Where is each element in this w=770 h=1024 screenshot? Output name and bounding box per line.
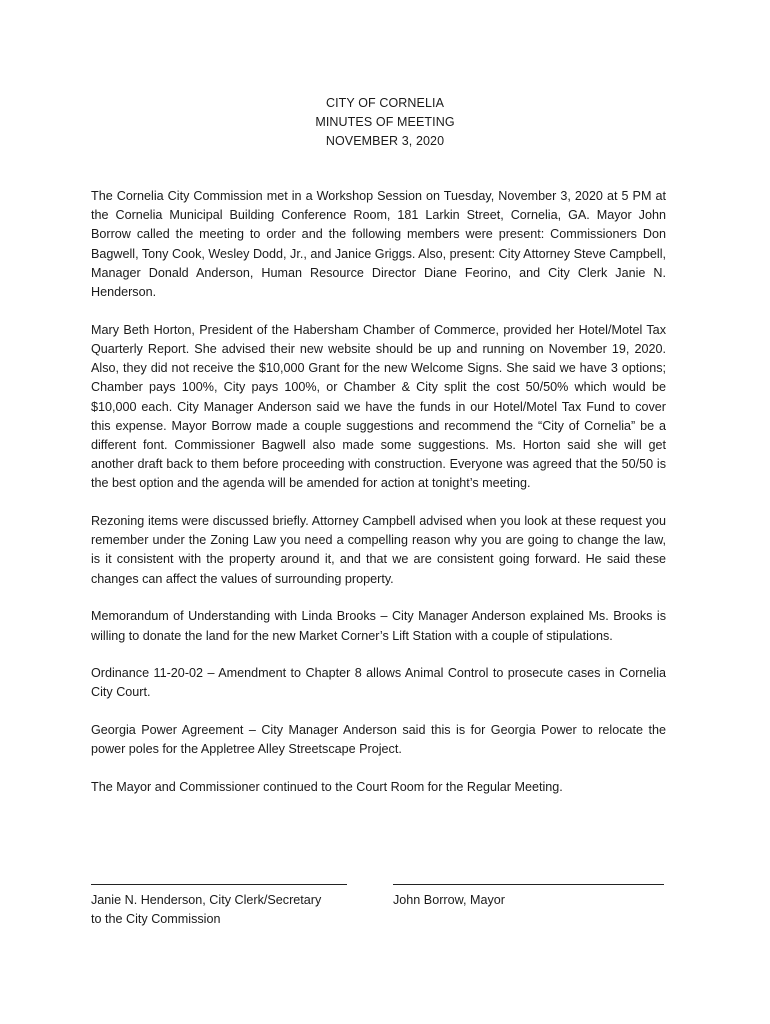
paragraph-ordinance: Ordinance 11-20-02 – Amendment to Chapter 8 allows Animal Control to prosecute cases in Cornelia City Court. — [91, 666, 666, 700]
paragraph-georgia-power: Georgia Power Agreement – City Manager Anderson said this is for Georgia Power to relocate the power poles for the Appletree Alley Streetscape Project. — [91, 723, 666, 757]
clerk-signature-block — [91, 884, 347, 928]
clerk-title-continued: to the City Commission — [91, 911, 221, 926]
minutes-body — [91, 187, 666, 816]
document-header — [0, 94, 770, 151]
mayor-signature-line — [393, 884, 664, 885]
paragraph-attendance: The Cornelia City Commission met in a Workshop Session on Tuesday, November 3, 2020 at 5 PM at the Cornelia Municipal Building Conference Room, 181 Larkin Street, Cornelia, GA. Mayor John Borrow called the meeting to order and the following members were present: Commissioners Don Bagwell, Tony Cook, Wesley Dodd, Jr., and Janice Griggs. Also, present: City Attorney Steve Campbell, Manager Donald Anderson, Human Resource Director Diane Feorino, and City Clerk Janie N. Henderson. — [91, 189, 666, 300]
document-type: MINUTES OF MEETING — [315, 115, 455, 129]
mayor-signature-block — [393, 884, 664, 910]
paragraph-rezoning: Rezoning items were discussed briefly. Attorney Campbell advised when you look at these request you remember under the Zoning Law you need a compelling reason why you are going to change the law, is it consistent with the property around it, and that we are consistent going forward. He said these changes can affect the values of surrounding property. — [91, 514, 666, 586]
city-name: CITY OF CORNELIA — [325, 96, 445, 110]
paragraph-memorandum: Memorandum of Understanding with Linda Brooks – City Manager Anderson explained Ms. Brooks is willing to donate the land for the new Market Corner’s Lift Station with a couple of stipulations. — [91, 609, 666, 643]
clerk-name-title: Janie N. Henderson, City Clerk/Secretary — [91, 893, 322, 907]
meeting-date: NOVEMBER 3, 2020 — [325, 134, 445, 148]
paragraph-adjournment: The Mayor and Commissioner continued to the Court Room for the Regular Meeting. — [91, 780, 563, 795]
paragraph-chamber-report: Mary Beth Horton, President of the Habersham Chamber of Commerce, provided her Hotel/Motel Tax Quarterly Report. She advised their new website should be up and running on November 19, 2020. Also, they did not receive the $10,000 Grant for the new Welcome Signs. She said we have 3 options; Chamber pays 100%, City pays 100%, or Chamber & City split the cost 50/50% which would be $10,000 each. City Manager Anderson said we have the funds in our Hotel/Motel Tax Fund to cover this expense. Mayor Borrow made a couple suggestions and recommend the “City of Cornelia” be a different font. Commissioner Bagwell also made some suggestions. Ms. Horton said she will get another draft back to them before proceeding with construction. Everyone was agreed that the 50/50 is the best option and the agenda will be amended for action at tonight’s meeting. — [91, 322, 666, 491]
mayor-name-title: John Borrow, Mayor — [393, 893, 505, 907]
clerk-signature-line — [91, 884, 347, 885]
